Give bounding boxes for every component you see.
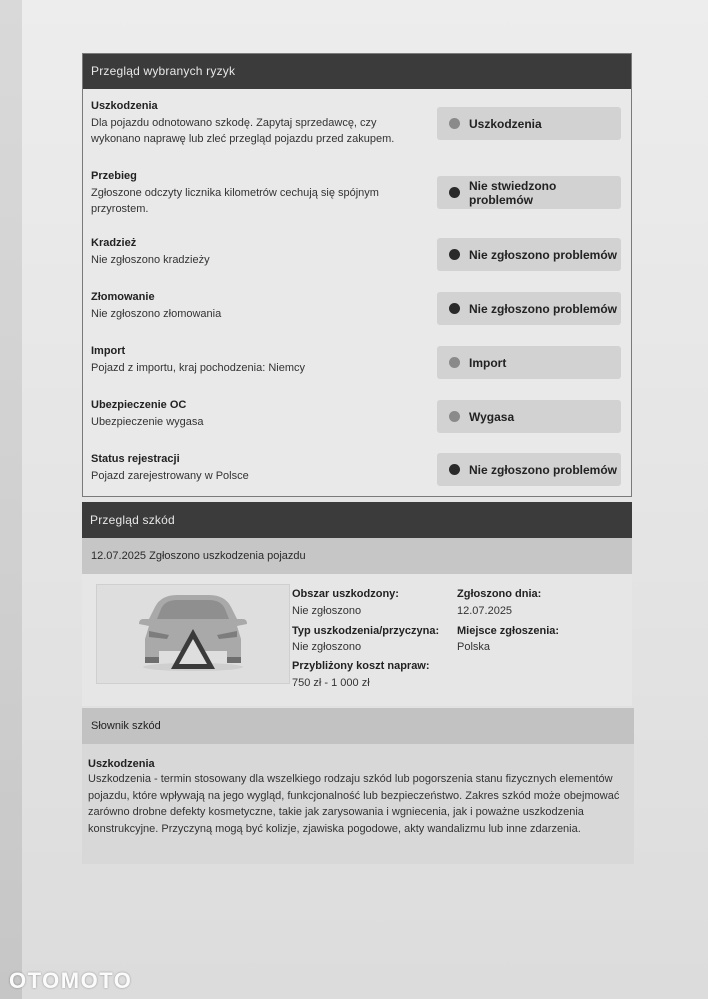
risk-title: Uszkodzenia: [91, 100, 158, 112]
status-dot-icon: [449, 303, 460, 314]
risk-status-label: Nie stwiedzono problemów: [469, 178, 557, 207]
risk-title: Przebieg: [91, 170, 137, 182]
risk-title: Import: [91, 345, 126, 357]
status-dot-icon: [449, 187, 460, 198]
risk-status-label: Uszkodzenia: [469, 116, 542, 131]
risk-status-badge: [437, 400, 621, 433]
cost-label: Przybliżony koszt napraw:: [292, 660, 430, 672]
status-dot-icon: [449, 357, 460, 368]
risk-status-label: Nie zgłoszono problemów: [469, 462, 618, 477]
date-label: Zgłoszono dnia:: [457, 588, 542, 600]
area-label: Obszar uszkodzony:: [292, 588, 399, 600]
place-label: Miejsce zgłoszenia:: [457, 625, 560, 637]
damage-overview-panel: [82, 502, 632, 706]
damage-overview-header: Przegląd szkód: [82, 502, 632, 538]
risk-title: Ubezpieczenie OC: [91, 399, 187, 411]
risk-description: Ubezpieczenie wygasa: [91, 416, 204, 428]
risk-description: Dla pojazdu odnotowano szkodę. Zapytaj sprzedawcę, czy wykonano naprawę lub zleć przegląd pojazdu przed zakupem.: [91, 117, 395, 145]
risk-status-label: Nie zgłoszono problemów: [469, 247, 618, 262]
risk-overview-panel: [82, 53, 632, 497]
risk-description: Zgłoszone odczyty licznika kilometrów cechują się spójnym przyrostem.: [91, 187, 379, 215]
risk-status-badge: [437, 453, 621, 486]
status-dot-icon: [449, 249, 460, 260]
risk-description: Nie zgłoszono złomowania: [91, 308, 222, 320]
damage-glossary: [82, 708, 634, 864]
damage-entry-title: 12.07.2025 Zgłoszono uszkodzenia pojazdu: [82, 538, 632, 574]
risk-title: Złomowanie: [91, 291, 155, 303]
glossary-header: Słownik szkód: [82, 708, 634, 744]
risk-description: Pojazd z importu, kraj pochodzenia: Niemcy: [91, 362, 305, 374]
risk-status-badge: [437, 238, 621, 271]
damage-entry-details: [82, 574, 632, 706]
risk-status-label: Import: [469, 355, 507, 370]
status-dot-icon: [449, 118, 460, 129]
risk-status-badge: [437, 292, 621, 325]
cost-value: 750 zł - 1 000 zł: [292, 677, 370, 689]
risk-title: Kradzież: [91, 237, 137, 249]
date-value: 12.07.2025: [457, 605, 513, 617]
risk-title: Status rejestracji: [91, 453, 180, 465]
type-value: Nie zgłoszono: [292, 641, 362, 653]
place-value: Polska: [457, 641, 491, 653]
risk-overview-header: Przegląd wybranych ryzyk: [83, 54, 631, 89]
risk-status-label: Wygasa: [469, 409, 515, 424]
status-dot-icon: [449, 464, 460, 475]
type-label: Typ uszkodzenia/przyczyna:: [292, 625, 440, 637]
glossary-definition: Uszkodzenia - termin stosowany dla wszelkiego rodzaju szkód lub pogorszenia stanu fizycznych elementów pojazdu, które wpływają na jego wygląd, funkcjonalność lub bezpieczeństwo. Zakres szkód może obejmować zarówno drobne defekty kosmetyczne, takie jak zarysowania i wgniecenia, jak i poważne uszkodzenia konstrukcyjne. Przyczyną mogą być kolizje, zjawiska pogodowe, akty wandalizmu lub inne zdarzenia.: [88, 773, 620, 835]
otomoto-watermark: OTOMOTO: [9, 968, 133, 993]
risk-description: Pojazd zarejestrowany w Polsce: [91, 470, 249, 482]
area-value: Nie zgłoszono: [292, 605, 362, 617]
risk-status-label: Nie zgłoszono problemów: [469, 301, 618, 316]
risk-status-badge: [437, 346, 621, 379]
risk-status-badge: [437, 176, 621, 209]
glossary-term: Uszkodzenia: [88, 758, 155, 770]
status-dot-icon: [449, 411, 460, 422]
risk-description: Nie zgłoszono kradzieży: [91, 254, 210, 266]
car-warning-icon: [96, 584, 290, 684]
risk-status-badge: [437, 107, 621, 140]
